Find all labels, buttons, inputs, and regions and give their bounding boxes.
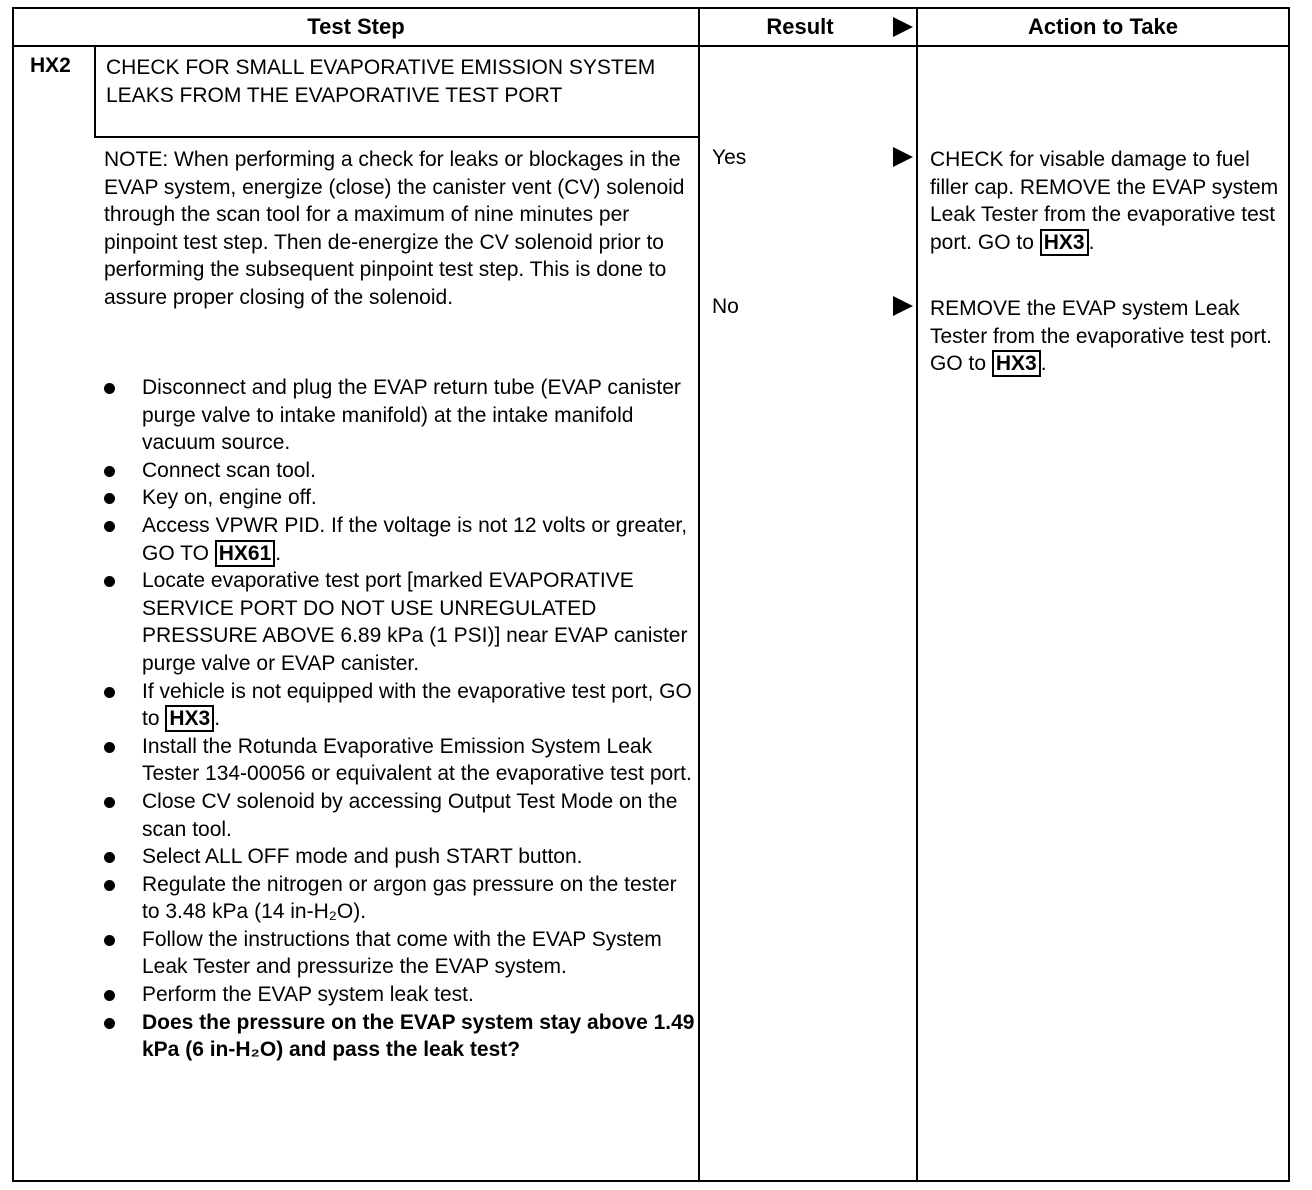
bullet-item: [100, 512, 700, 567]
bullet-text: Key on, engine off.: [142, 486, 317, 510]
bullet-icon: [104, 383, 115, 394]
bullet-icon: [104, 935, 115, 946]
action-yes: [930, 146, 1286, 256]
header-arrow-icon: [893, 17, 913, 37]
bullet-text: Install the Rotunda Evaporative Emission System Leak Tester 134-00056 or equivalent at the evaporative test port.: [142, 734, 692, 786]
table-left-border: [12, 7, 14, 1182]
bullet-text: Connect scan tool.: [142, 458, 316, 482]
header-action: Action to Take: [1028, 14, 1178, 39]
bullet-icon: [104, 466, 115, 477]
action-yes-text: CHECK for visable damage to fuel filler cap. REMOVE the EVAP system Leak Tester from the evaporative test port. GO to: [930, 148, 1279, 254]
bullet-text: Access VPWR PID. If the voltage is not 12 volts or greater, GO TO: [142, 513, 688, 565]
bullet-text: Select ALL OFF mode and push START button.: [142, 845, 583, 869]
bullet-item: [100, 871, 700, 926]
step-title: CHECK FOR SMALL EVAPORATIVE EMISSION SYSTEM LEAKS FROM THE EVAPORATIVE TEST PORT: [106, 56, 656, 107]
bullet-item: [100, 457, 700, 485]
bullet-text: Regulate the nitrogen or argon gas pressure on the tester to 3.48 kPa (14 in-H₂O).: [142, 872, 677, 924]
action-yes-after: .: [1088, 230, 1095, 254]
bullet-item: [100, 926, 700, 981]
bullet-item: [100, 733, 700, 788]
bullet-text: Perform the EVAP system leak test.: [142, 983, 474, 1007]
bullet-item: [100, 788, 700, 843]
bullet-text: Follow the instructions that come with the EVAP System Leak Tester and pressurize the EVAP system.: [142, 927, 662, 979]
bullet-item: [100, 567, 700, 677]
bullet-item: [100, 484, 700, 512]
header-result: Result: [766, 14, 834, 39]
result-yes-label: Yes: [712, 146, 747, 169]
bullet-item-question: [100, 1009, 700, 1064]
bullet-icon: [104, 521, 115, 532]
bullet-item: [100, 374, 700, 457]
bullet-icon: [104, 493, 115, 504]
step-ref-link-hx3[interactable]: HX3: [165, 705, 214, 732]
bullet-icon: [104, 990, 115, 1001]
result-no-arrow-icon: [893, 296, 913, 316]
step-ref-link-hx61[interactable]: HX61: [215, 540, 276, 567]
action-no-ref-link[interactable]: HX3: [992, 350, 1041, 377]
bullet-text: Close CV solenoid by accessing Output Test Mode on the scan tool.: [142, 789, 678, 841]
bullet-icon: [104, 852, 115, 863]
bullet-item: [100, 981, 700, 1009]
bullet-text: Locate evaporative test port [marked EVAPORATIVE SERVICE PORT DO NOT USE UNREGULATED PRESSURE ABOVE 6.89 kPa (1 PSI)] near EVAP canister purge valve or EVAP canister.: [142, 569, 688, 675]
bullet-text-after: .: [214, 707, 221, 731]
bullet-icon: [104, 742, 115, 753]
bullet-icon: [104, 880, 115, 891]
step-id: HX2: [30, 54, 71, 77]
bullet-text-after: .: [275, 541, 282, 565]
action-no-after: .: [1040, 352, 1047, 376]
bullet-icon: [104, 1018, 115, 1029]
action-yes-ref-link[interactable]: HX3: [1040, 229, 1089, 256]
bullet-text: If vehicle is not equipped with the evaporative test port, GO to: [142, 679, 692, 731]
action-no-text: REMOVE the EVAP system Leak Tester from the evaporative test port. GO to: [930, 297, 1272, 376]
bullet-icon: [104, 576, 115, 587]
table-right-border: [1288, 7, 1290, 1182]
step-note: NOTE: When performing a check for leaks or blockages in the EVAP system, energize (close) the canister vent (CV) solenoid through the scan tool for a maximum of nine minutes per pinpoint test step. Then de-energize the CV solenoid prior to performing the subsequent pinpoint test step. This is done to assure proper closing of the solenoid.: [104, 148, 685, 309]
header-test-step: Test Step: [307, 14, 405, 39]
step-bullet-list: [100, 374, 700, 1064]
bullet-icon: [104, 797, 115, 808]
action-no: [930, 295, 1286, 378]
table-bottom-border: [12, 1180, 1290, 1182]
bullet-item: [100, 678, 700, 733]
result-no-label: No: [712, 295, 739, 318]
bullet-item: [100, 843, 700, 871]
title-bottom-border: [96, 136, 700, 138]
bullet-text: Does the pressure on the EVAP system stay above 1.49 kPa (6 in-H₂O) and pass the leak test?: [142, 1010, 695, 1062]
bullet-icon: [104, 687, 115, 698]
bullet-text: Disconnect and plug the EVAP return tube (EVAP canister purge valve to intake manifold) at the intake manifold vacuum source.: [142, 376, 681, 455]
id-column-divider: [94, 45, 96, 138]
action-column-left-border: [916, 7, 918, 1182]
result-yes-arrow-icon: [893, 147, 913, 167]
